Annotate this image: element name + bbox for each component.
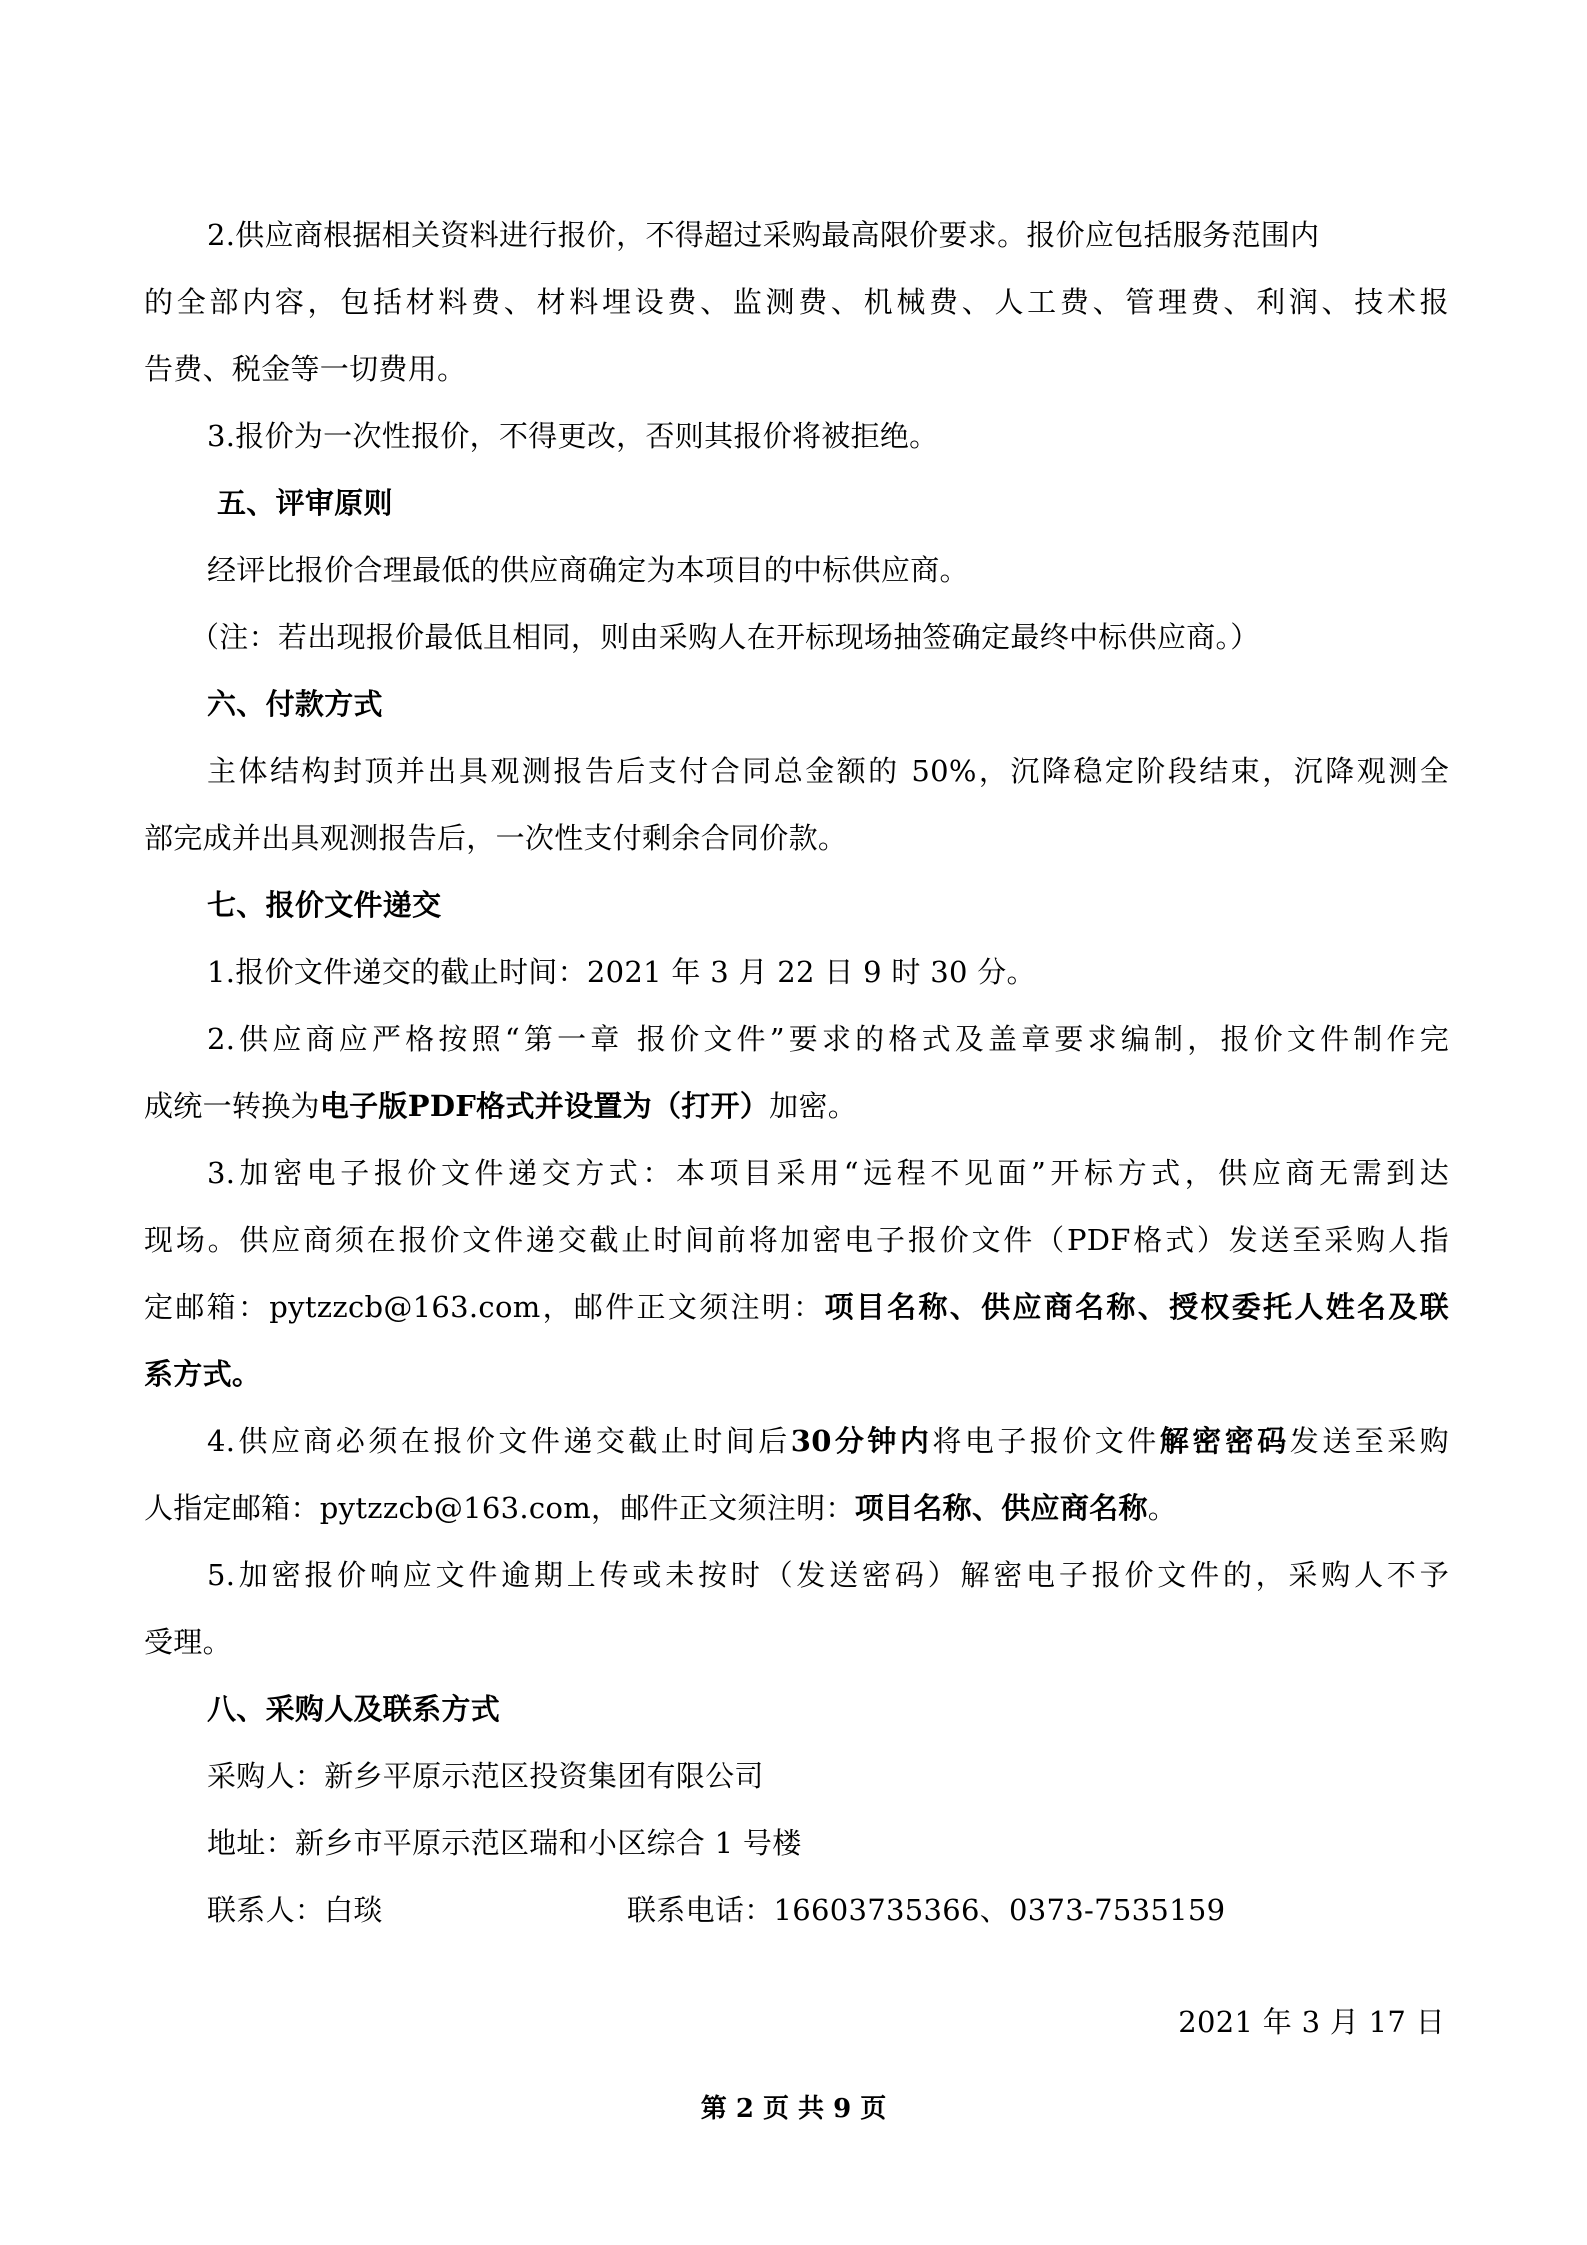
s7-item2-line2-c: 加密。 xyxy=(769,1089,858,1123)
s7-item5-line2: 受理。 xyxy=(144,1625,232,1659)
s7-item4-line2-bold: 项目名称、供应商名称 xyxy=(854,1491,1148,1525)
s4-item2-line3: 告费、税金等一切费用。 xyxy=(144,352,467,386)
s7-item4-line1-e: 发送至采购 xyxy=(1289,1424,1449,1458)
contact-line xyxy=(207,1889,1449,1931)
section8-heading: 八、采购人及联系方式 xyxy=(207,1692,501,1726)
s7-item4-line2 xyxy=(144,1487,1449,1529)
s7-item4-line1-a: 4.供应商必须在报价文件递交截止时间后 xyxy=(207,1424,791,1458)
s7-item4-line2-c: 。 xyxy=(1147,1491,1178,1525)
page-footer: 第 2 页 共 9 页 xyxy=(700,2094,887,2124)
s7-item5-line1: 5.加密报价响应文件逾期上传或未按时（发送密码）解密电子报价文件的，采购人不予 xyxy=(207,1558,1449,1592)
document-date: 2021 年 3 月 17 日 xyxy=(1178,2005,1445,2039)
s4-item3: 3.报价为一次性报价，不得更改，否则其报价将被拒绝。 xyxy=(207,419,939,453)
section6-line1: 主体结构封顶并出具观测报告后支付合同总金额的 50%，沉降稳定阶段结束，沉降观测全 xyxy=(207,754,1449,788)
s7-item3-line4: 系方式。 xyxy=(144,1357,262,1391)
section6-heading: 六、付款方式 xyxy=(207,687,383,721)
s7-item4-line1 xyxy=(207,1420,1449,1462)
s7-item2-line2 xyxy=(144,1085,1449,1127)
s7-item3-line2: 现场。供应商须在报价文件递交截止时间前将加密电子报价文件（PDF格式）发送至采购人指 xyxy=(144,1223,1449,1257)
purchaser-line: 采购人：新乡平原示范区投资集团有限公司 xyxy=(207,1759,764,1793)
s7-item3-line3-bold: 项目名称、供应商名称、授权委托人姓名及联 xyxy=(824,1290,1449,1324)
contact-phone: 联系电话：16603735366、0373-7535159 xyxy=(627,1893,1226,1927)
s7-item1: 1.报价文件递交的截止时间：2021 年 3 月 22 日 9 时 30 分。 xyxy=(207,955,1036,989)
s4-item2-line1: 2.供应商根据相关资料进行报价，不得超过采购最高限价要求。报价应包括服务范围内 xyxy=(207,218,1320,252)
s7-item2-line2-bold: 电子版PDF格式并设置为（打开） xyxy=(319,1089,770,1123)
s7-item2-line2-a: 成统一转换为 xyxy=(144,1089,320,1123)
section5-text: 经评比报价合理最低的供应商确定为本项目的中标供应商。 xyxy=(207,553,969,587)
contact-person: 联系人：白琰 xyxy=(207,1893,383,1927)
section6-line2: 部完成并出具观测报告后，一次性支付剩余合同价款。 xyxy=(144,821,848,855)
address-line: 地址：新乡市平原示范区瑞和小区综合 1 号楼 xyxy=(207,1826,802,1860)
s7-item4-line1-d: 解密密码 xyxy=(1159,1424,1290,1458)
s4-item2-line2: 的全部内容，包括材料费、材料埋设费、监测费、机械费、人工费、管理费、利润、技术报 xyxy=(144,285,1449,319)
s7-item4-line2-a: 人指定邮箱：pytzzcb@163.com，邮件正文须注明： xyxy=(144,1491,855,1525)
s7-item2-line1: 2.供应商应严格按照“第一章 报价文件”要求的格式及盖章要求编制，报价文件制作完 xyxy=(207,1022,1449,1056)
section7-heading: 七、报价文件递交 xyxy=(207,888,442,922)
s7-item4-line1-c: 将电子报价文件 xyxy=(932,1424,1160,1458)
section5-heading: 五、评审原则 xyxy=(217,486,393,520)
s7-item3-line3-a: 定邮箱：pytzzcb@163.com，邮件正文须注明： xyxy=(144,1290,825,1324)
s7-item4-line1-b: 30分钟内 xyxy=(790,1424,933,1458)
s7-item3-line3 xyxy=(144,1286,1449,1328)
s7-item3-line1: 3.加密电子报价文件递交方式：本项目采用“远程不见面”开标方式，供应商无需到达 xyxy=(207,1156,1449,1190)
section5-note: （注：若出现报价最低且相同，则由采购人在开标现场抽签确定最终中标供应商。） xyxy=(190,620,1260,654)
